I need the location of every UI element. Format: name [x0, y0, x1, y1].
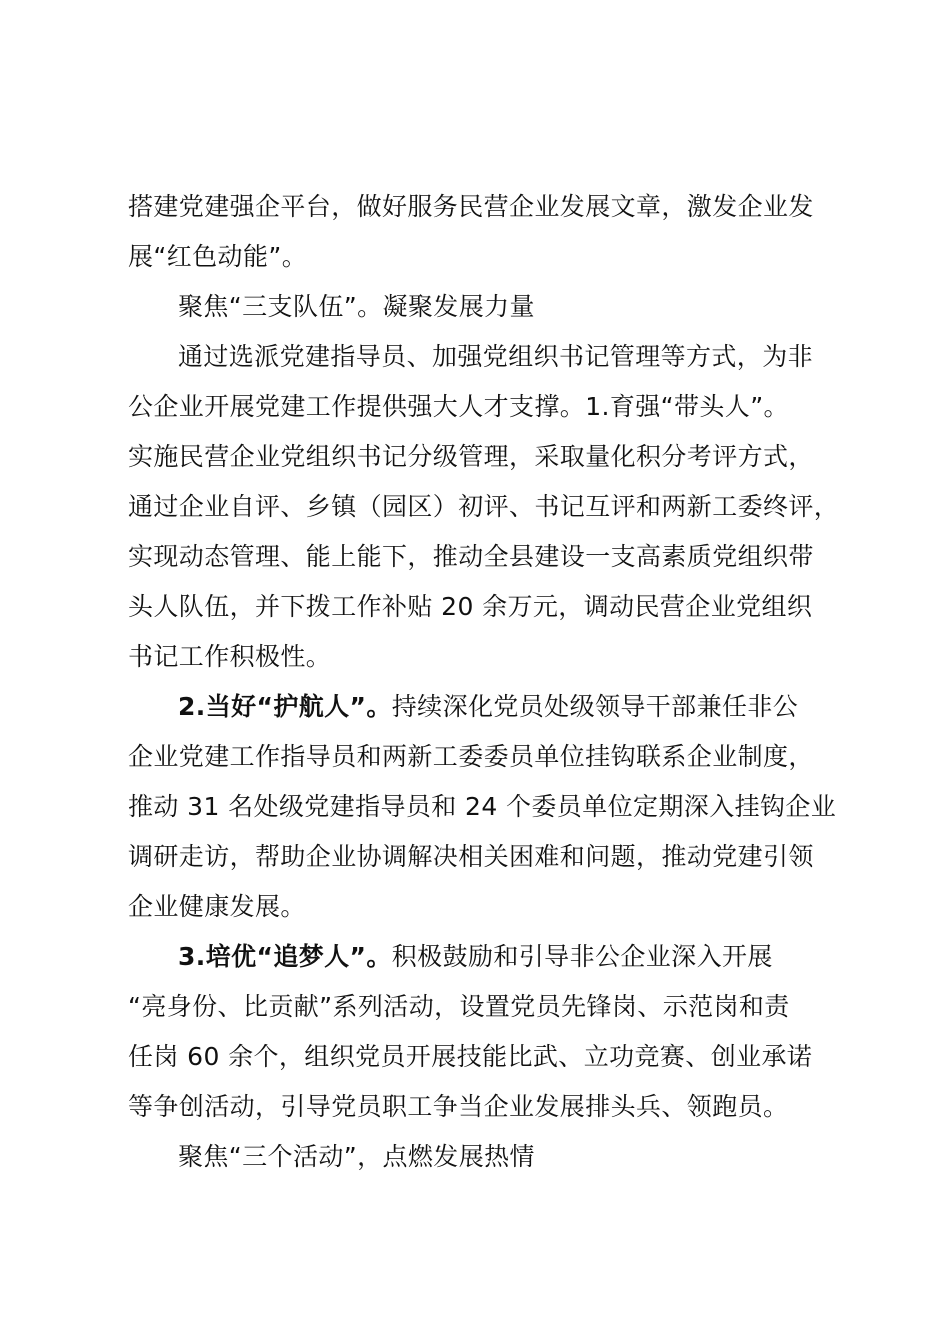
paragraph-line: 通过企业自评、乡镇（园区）初评、书记互评和两新工委终评，: [128, 492, 840, 521]
paragraph-line: 实现动态管理、能上能下，推动全县建设一支高素质党组织带: [128, 542, 814, 571]
item-heading: 2.当好“护航人”。: [178, 692, 392, 721]
paragraph-line: 企业党建工作指导员和两新工委委员单位挂钩联系企业制度，: [128, 742, 814, 771]
paragraph-line: 公企业开展党建工作提供强大人才支撑。1.育强“带头人”。: [128, 392, 789, 421]
paragraph-line: 展“红色动能”。: [128, 242, 308, 271]
item-heading: 3.培优“追梦人”。: [178, 942, 392, 971]
item-text: 持续深化党员处级领导干部兼任非公: [391, 692, 799, 721]
paragraph-line: 通过选派党建指导员、加强党组织书记管理等方式，为非: [178, 342, 814, 371]
item-text: 积极鼓励和引导非公企业深入开展: [391, 942, 773, 971]
paragraph-line: 推动 31 名处级党建指导员和 24 个委员单位定期深入挂钩企业: [128, 792, 837, 821]
paragraph-line: 实施民营企业党组织书记分级管理，采取量化积分考评方式，: [128, 442, 814, 471]
paragraph-line-item2: [178, 682, 848, 732]
paragraph-line: 调研走访，帮助企业协调解决相关困难和问题，推动党建引领: [128, 842, 814, 871]
section-heading: 聚焦“三个活动”，点燃发展热情: [178, 1142, 535, 1171]
paragraph-line: “亮身份、比贡献”系列活动，设置党员先锋岗、示范岗和责: [128, 992, 790, 1021]
paragraph-line-item3: [178, 932, 848, 982]
paragraph-line: 书记工作积极性。: [128, 642, 332, 671]
section-heading: 聚焦“三支队伍”。凝聚发展力量: [178, 292, 535, 321]
paragraph-line: 搭建党建强企平台，做好服务民营企业发展文章，激发企业发: [128, 192, 814, 221]
paragraph-line: 企业健康发展。: [128, 892, 306, 921]
paragraph-line: 等争创活动，引导党员职工争当企业发展排头兵、领跑员。: [128, 1092, 789, 1121]
paragraph-line: 任岗 60 余个，组织党员开展技能比武、立功竞赛、创业承诺: [128, 1042, 813, 1071]
paragraph-line: 头人队伍，并下拨工作补贴 20 余万元，调动民营企业党组织: [128, 592, 813, 621]
